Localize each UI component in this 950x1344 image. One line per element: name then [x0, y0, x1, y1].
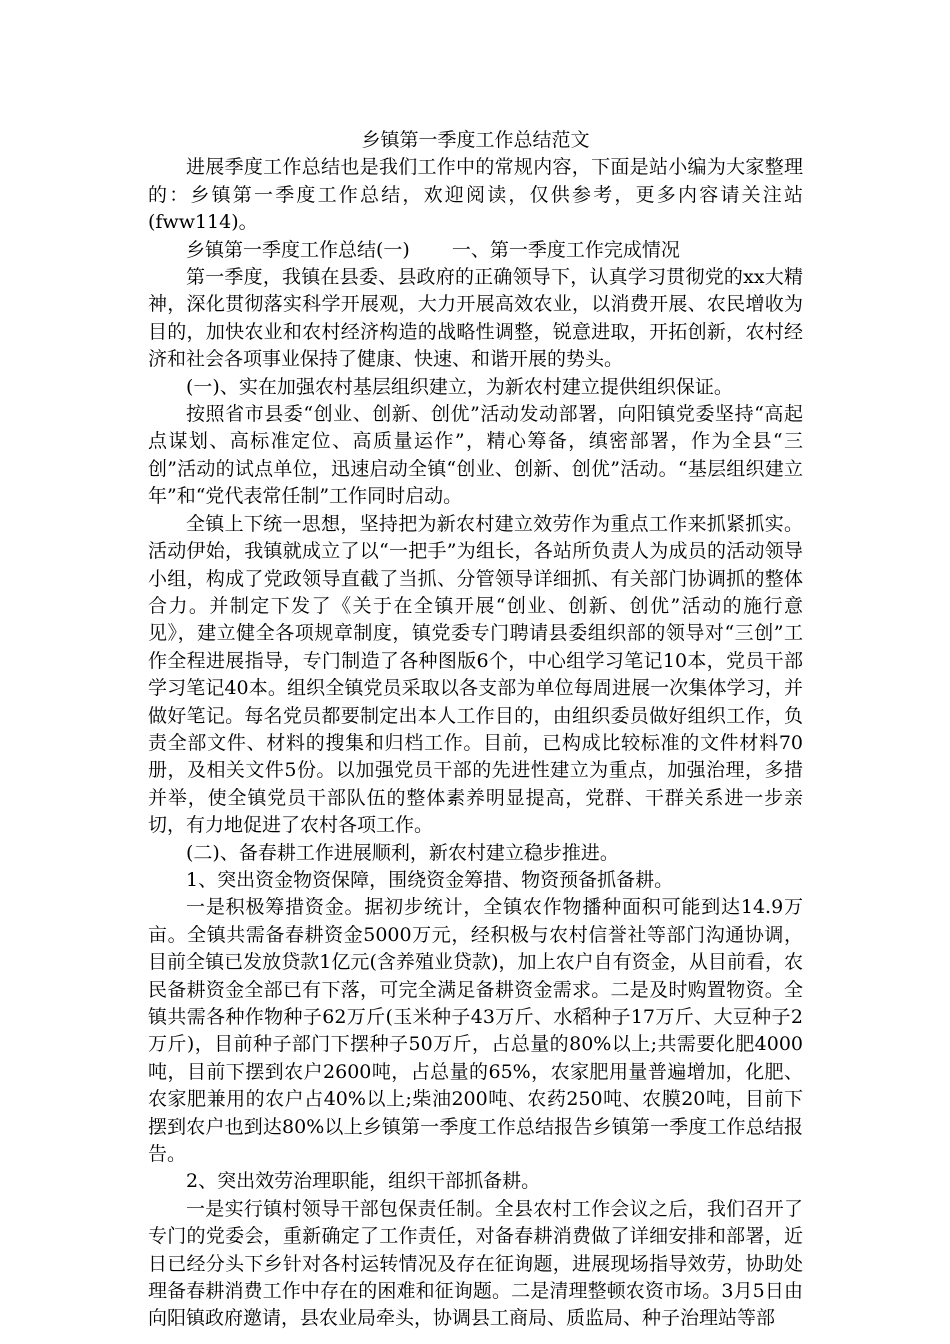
section-heading-part1: 乡镇第一季度工作总结(一)	[186, 238, 410, 261]
body-paragraph-organization: 全镇上下统一思想，坚持把为新农村建立效劳作为重点工作来抓紧抓实。活动伊始，我镇就成立了以“一把手”为组长，各站所负责人为成员的活动领导小组，构成了党政领导直截了当抓、分管领导详细抓、有关部门协调抓的整体合力。并制定下发了《关于在全镇开展“创业、创新、创优”活动的施行意见》，建立健全各项规章制度，镇党委专门聘请县委组织部的领导对“三创”工作全程进展指导，专门制造了各种图版6个，中心组学习笔记10本，党员干部学习笔记40本。组织全镇党员采取以各支部为单位每周进展一次集体学习，并做好笔记。每名党员都要制定出本人工作目的，由组织委员做好组织工作，负责全部文件、材料的搜集和归档工作。目前，已构成比较标准的文件材料70册，及相关文件5份。以加强党员干部的先进性建立为重点，加强治理，多措并举，使全镇党员干部队伍的整体素养明显提高，党群、干群关系进一步亲切，有力地促进了农村各项工作。	[148, 512, 803, 837]
body-paragraph-deployment: 按照省市县委“创业、创新、创优”活动发动部署，向阳镇党委坚持“高起点谋划、高标准定位、高质量运作”，精心筹备，缜密部署，作为全县“三创”活动的试点单位，迅速启动全镇“创业、创新、创优”活动。“基层组织建立年”和“党代表常任制”工作同时启动。	[148, 403, 803, 508]
body-paragraph-funds: 一是积极筹措资金。据初步统计，全镇农作物播种面积可能到达14.9万亩。全镇共需备春耕资金5000万元，经积极与农村信誉社等部门沟通协调，目前全镇已发放贷款1亿元(含养殖业贷款)，加上农户自有资金，从目前看，农民备耕资金全部已有下落，可完全满足备耕资金需求。二是及时购置物资。全镇共需各种作物种子62万斤(玉米种子43万斤、水稻种子17万斤、大豆种子2万斤)，目前种子部门下摆种子50万斤，占总量的80%以上;共需要化肥4000吨，目前下摆到农户2600吨，占总量的65%，农家肥用量普遍增加，化肥、农家肥兼用的农户占40%以上;柴油200吨、农药250吨、农膜20吨，目前下摆到农户也到达80%以上乡镇第一季度工作总结报告乡镇第一季度工作总结报告。	[148, 896, 803, 1166]
body-paragraph-service: 一是实行镇村领导干部包保责任制。全县农村工作会议之后，我们召开了专门的党委会，重新确定了工作责任，对备春耕消费做了详细安排和部署，近日已经分头下乡针对各村运转情况及存在征询题，进展现场指导效劳，协助处理备春耕消费工作中存在的困难和征询题。二是清理整顿农资市场。3月5日由向阳镇政府邀请，县农业局牵头，协调县工商局、质监局、种子治理站等部	[148, 1197, 803, 1330]
section-heading-line	[148, 237, 803, 264]
subheading-funds: 1、突出资金物资保障，围绕资金筹措、物资预备抓备耕。	[186, 868, 674, 891]
document-title: 乡镇第一季度工作总结范文	[361, 129, 590, 151]
section-heading-part2: 一、第一季度工作完成情况	[451, 238, 680, 261]
subheading-service: 2、突出效劳治理职能，组织干部抓备耕。	[186, 1170, 541, 1193]
subheading-one: (一)、实在加强农村基层组织建立，为新农村建立提供组织保证。	[186, 375, 733, 398]
intro-paragraph: 进展季度工作总结也是我们工作中的常规内容，下面是站小编为大家整理的：乡镇第一季度工作总结，欢迎阅读，仅供参考，更多内容请关注站(fww114)。	[148, 156, 803, 234]
document-page	[148, 127, 803, 1333]
body-paragraph-overview: 第一季度，我镇在县委、县政府的正确领导下，认真学习贯彻党的xx大精神，深化贯彻落实科学开展观，大力开展高效农业，以消费开展、农民增收为目的，加快农业和农村经济构造的战略性调整，锐意进取，开拓创新，农村经济和社会各项事业保持了健康、快速、和谐开展的势头。	[148, 266, 803, 371]
subheading-two: (二)、备春耕工作进展顺利，新农村建立稳步推进。	[186, 841, 619, 864]
